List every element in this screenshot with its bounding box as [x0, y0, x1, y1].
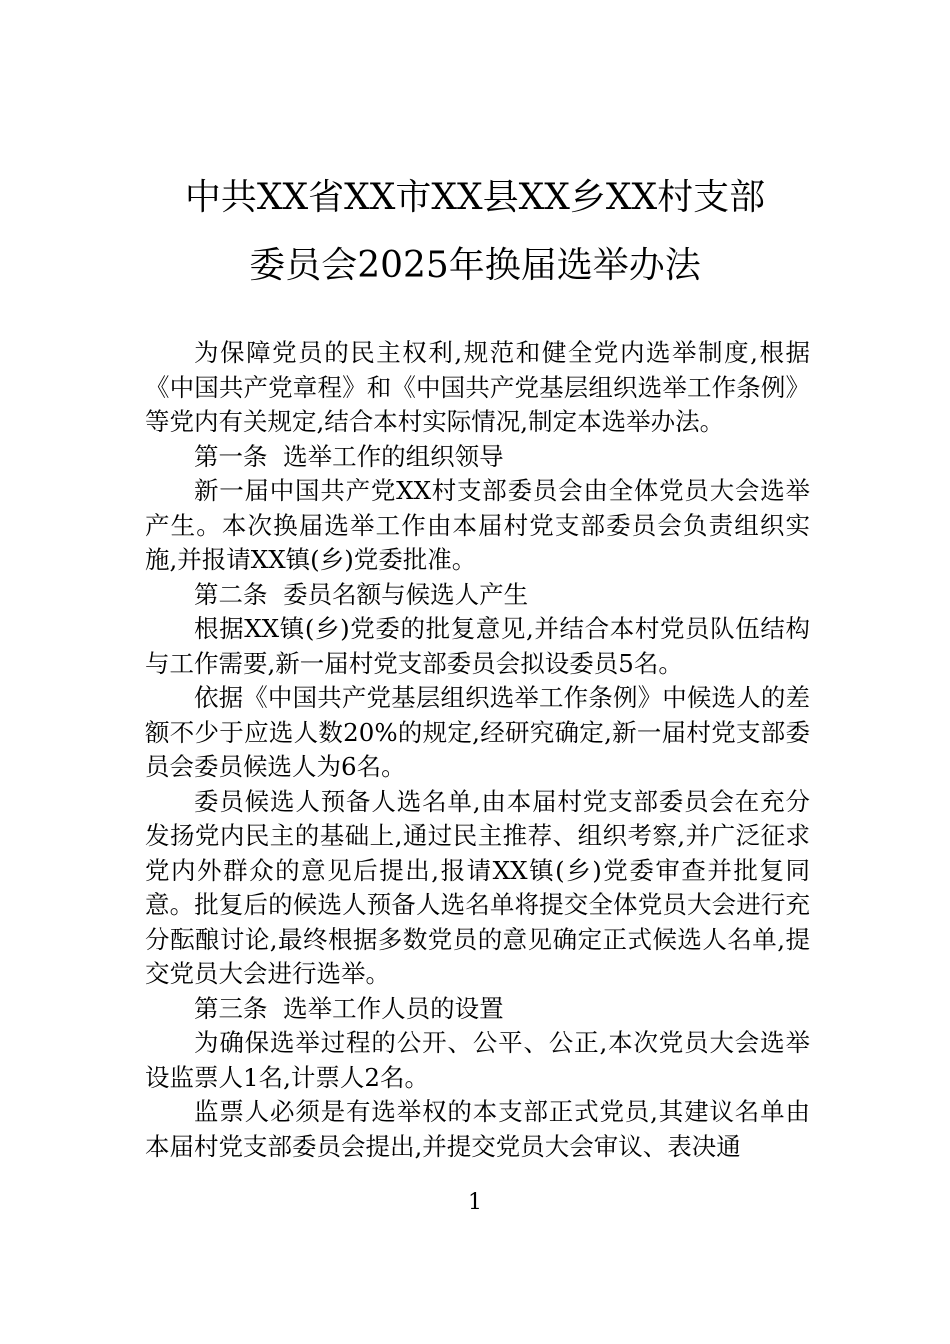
- paragraph-article-3-staff: 为确保选举过程的公开、公平、公正,本次党员大会选举设监票人1名,计票人2名。: [145, 1028, 810, 1092]
- document-title-line-1: 中共XX省XX市XX县XX乡XX村支部: [184, 177, 766, 218]
- paragraph-article-2-quota: 根据XX镇(乡)党委的批复意见,并结合本村党员队伍结构与工作需要,新一届村党支部委员会拟设委员5名。: [145, 614, 810, 678]
- document-title-line-2: 委员会2025年换届选举办法: [249, 245, 701, 286]
- paragraph-article-2-candidates: 依据《中国共产党基层组织选举工作条例》中候选人的差额不少于应选人数20%的规定,经研究确定,新一届村党支部委员会委员候选人为6名。: [145, 683, 810, 781]
- paragraph-article-3-scrutineer: 监票人必须是有选举权的本支部正式党员,其建议名单由本届村党支部委员会提出,并提交党员大会审议、表决通: [145, 1097, 810, 1161]
- paragraph-article-1: 新一届中国共产党XX村支部委员会由全体党员大会选举产生。本次换届选举工作由本届村党支部委员会负责组织实施,并报请XX镇(乡)党委批准。: [145, 476, 810, 574]
- article-1-heading: 第一条 选举工作的组织领导: [194, 441, 504, 471]
- paragraph-article-2-nomination: 委员候选人预备人选名单,由本届村党支部委员会在充分发扬党内民主的基础上,通过民主推荐、组织考察,并广泛征求党内外群众的意见后提出,报请XX镇(乡)党委审查并批复同意。批复后的候选人预备人选名单将提交全体党员大会进行充分酝酿讨论,最终根据多数党员的意见确定正式候选人名单,提交党员大会进行选举。: [145, 786, 810, 988]
- paragraph-preamble: 为保障党员的民主权利,规范和健全党内选举制度,根据《中国共产党章程》和《中国共产党基层组织选举工作条例》等党内有关规定,结合本村实际情况,制定本选举办法。: [145, 338, 810, 436]
- document-body: [145, 336, 810, 1164]
- article-2-heading: 第二条 委员名额与候选人产生: [194, 579, 529, 609]
- page-number: 1: [468, 1190, 482, 1215]
- article-3-heading: 第三条 选举工作人员的设置: [194, 993, 504, 1023]
